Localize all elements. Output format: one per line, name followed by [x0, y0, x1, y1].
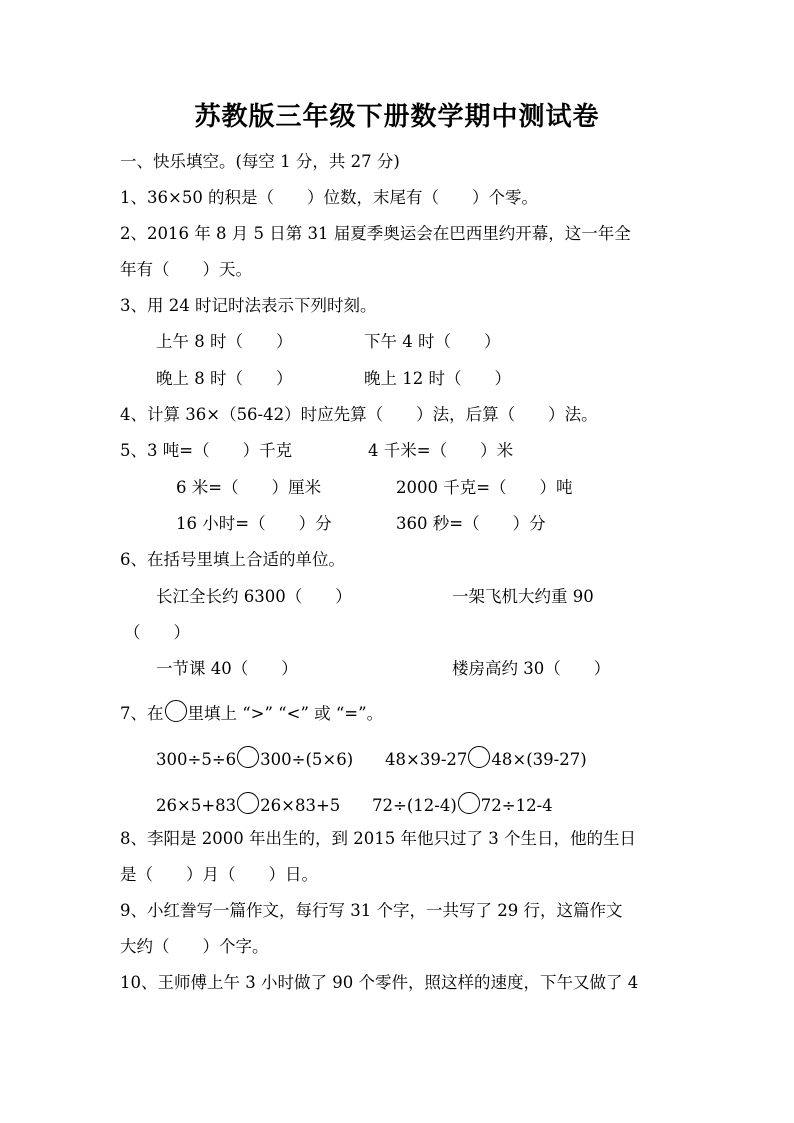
question-1: 1、36×50 的积是（ ）位数，末尾有（ ）个零。	[120, 188, 539, 207]
question-3: 3、用 24 时记时法表示下列时刻。	[120, 296, 377, 315]
expression-left: 300÷5÷6	[156, 750, 237, 769]
question-4: 4、计算 36×（56-42）时应先算（ ）法，后算（ ）法。	[120, 405, 598, 424]
question-7	[120, 700, 383, 726]
expression-right: 72÷12-4	[480, 796, 553, 815]
question-7-suffix: 里填上 “>” “<” 或 “=”。	[187, 704, 384, 723]
question-7-prefix: 7、在	[120, 704, 164, 723]
question-6-item: 楼房高约 30（ ）	[452, 659, 611, 678]
expression-left: 26×5+83	[156, 796, 237, 815]
question-6-item: 长江全长约 6300（ ）	[156, 587, 352, 606]
expression-left: 48×39-27	[385, 750, 468, 769]
comparison-circle-icon[interactable]	[237, 746, 259, 768]
question-5-item: 4 千米=（ ）米	[368, 441, 514, 460]
question-5-item: 16 小时=（ ）分	[176, 514, 332, 533]
question-3-item: 晚上 8 时（ ）	[156, 369, 293, 388]
question-3-item: 下午 4 时（ ）	[364, 332, 501, 351]
question-7-compare	[156, 792, 340, 818]
section-heading: 一、快乐填空。(每空 1 分，共 27 分)	[120, 152, 400, 171]
question-7-compare	[156, 746, 353, 772]
expression-left: 72÷(12-4)	[372, 796, 457, 815]
expression-right: 300÷(5×6)	[260, 750, 354, 769]
comparison-circle-icon[interactable]	[458, 792, 480, 814]
comparison-circle-icon[interactable]	[237, 792, 259, 814]
question-3-item: 上午 8 时（ ）	[156, 332, 293, 351]
question-6-item: （ ）	[124, 623, 190, 642]
comparison-circle-icon	[165, 700, 187, 722]
question-9-line-2: 大约（ ）个字。	[120, 937, 269, 956]
question-2-line-2: 年有（ ）天。	[120, 260, 252, 279]
question-3-item: 晚上 12 时（ ）	[364, 369, 511, 388]
question-5-item: 5、3 吨=（ ）千克	[120, 441, 293, 460]
question-7-compare	[385, 746, 587, 772]
question-6: 6、在括号里填上合适的单位。	[120, 550, 345, 569]
question-8-line-2: 是（ ）月（ ）日。	[120, 865, 318, 884]
question-8-line-1: 8、李阳是 2000 年出生的，到 2015 年他只过了 3 个生日，他的生日	[120, 829, 636, 848]
comparison-circle-icon[interactable]	[468, 746, 490, 768]
question-9-line-1: 9、小红誊写一篇作文，每行写 31 个字，一共写了 29 行，这篇作文	[120, 901, 623, 920]
expression-right: 26×83+5	[260, 796, 341, 815]
question-7-compare	[372, 792, 553, 818]
question-6-item: 一架飞机大约重 90	[452, 587, 594, 606]
question-5-item: 360 秒=（ ）分	[396, 514, 546, 533]
question-6-item: 一节课 40（ ）	[156, 659, 298, 678]
page-title: 苏教版三年级下册数学期中测试卷	[194, 102, 600, 132]
question-10-line-1: 10、王师傅上午 3 小时做了 90 个零件，照这样的速度，下午又做了 4	[120, 973, 639, 992]
question-5-item: 2000 千克=（ ）吨	[396, 478, 573, 497]
question-2-line-1: 2、2016 年 8 月 5 日第 31 届夏季奥运会在巴西里约开幕，这一年全	[120, 224, 631, 243]
question-5-item: 6 米=（ ）厘米	[176, 478, 322, 497]
expression-right: 48×(39-27)	[491, 750, 587, 769]
